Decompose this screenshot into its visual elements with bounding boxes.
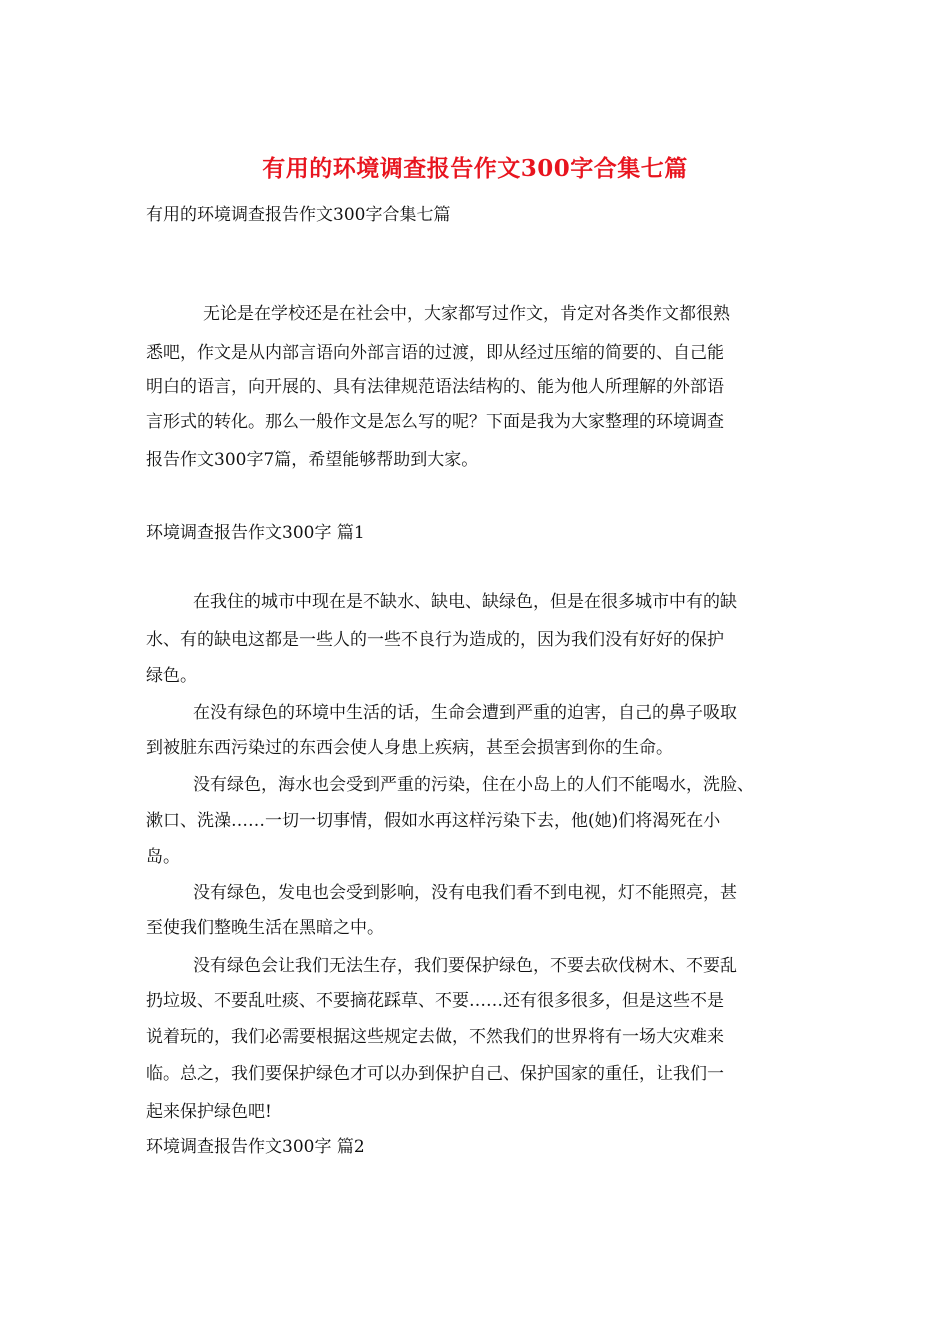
- body-line: 在我住的城市中现在是不缺水、缺电、缺绿色，但是在很多城市中有的缺: [193, 592, 737, 612]
- page-subtitle: 有用的环境调查报告作文300字合集七篇: [146, 205, 451, 225]
- body-line: 在没有绿色的环境中生活的话，生命会遭到严重的迫害，自己的鼻子吸取: [193, 703, 737, 723]
- intro-line: 明白的语言，向开展的、具有法律规范语法结构的、能为他人所理解的外部语: [146, 377, 724, 397]
- body-line: 没有绿色，发电也会受到影响，没有电我们看不到电视，灯不能照亮，甚: [193, 883, 737, 903]
- body-line: 说着玩的，我们必需要根据这些规定去做，不然我们的世界将有一场大灾难来: [146, 1027, 724, 1047]
- page-title: 有用的环境调查报告作文300字合集七篇: [262, 155, 688, 182]
- body-line: 岛。: [146, 847, 180, 867]
- body-line: 没有绿色会让我们无法生存，我们要保护绿色，不要去砍伐树木、不要乱: [193, 956, 737, 976]
- body-line: 绿色。: [146, 666, 197, 686]
- body-line: 到被脏东西污染过的东西会使人身患上疾病，甚至会损害到你的生命。: [146, 738, 673, 758]
- body-line: 没有绿色，海水也会受到严重的污染，住在小岛上的人们不能喝水，洗脸、: [193, 775, 754, 795]
- body-line: 临。总之，我们要保护绿色才可以办到保护自己、保护国家的重任，让我们一: [146, 1064, 724, 1084]
- intro-line: 报告作文300字7篇，希望能够帮助到大家。: [146, 450, 479, 470]
- intro-line: 悉吧，作文是从内部言语向外部言语的过渡，即从经过压缩的简要的、自己能: [146, 343, 724, 363]
- intro-line: 言形式的转化。那么一般作文是怎么写的呢？下面是我为大家整理的环境调查: [146, 412, 724, 432]
- body-line: 至使我们整晚生活在黑暗之中。: [146, 918, 384, 938]
- body-line: 起来保护绿色吧!: [146, 1102, 272, 1122]
- section-heading: 环境调查报告作文300字 篇1: [146, 523, 365, 543]
- section-heading: 环境调查报告作文300字 篇2: [146, 1137, 365, 1157]
- body-line: 扔垃圾、不要乱吐痰、不要摘花踩草、不要……还有很多很多，但是这些不是: [146, 991, 724, 1011]
- intro-line: 无论是在学校还是在社会中，大家都写过作文，肯定对各类作文都很熟: [203, 304, 730, 324]
- body-line: 水、有的缺电这都是一些人的一些不良行为造成的，因为我们没有好好的保护: [146, 630, 724, 650]
- body-line: 漱口、洗澡……一切一切事情，假如水再这样污染下去，他(她)们将渴死在小: [146, 811, 721, 831]
